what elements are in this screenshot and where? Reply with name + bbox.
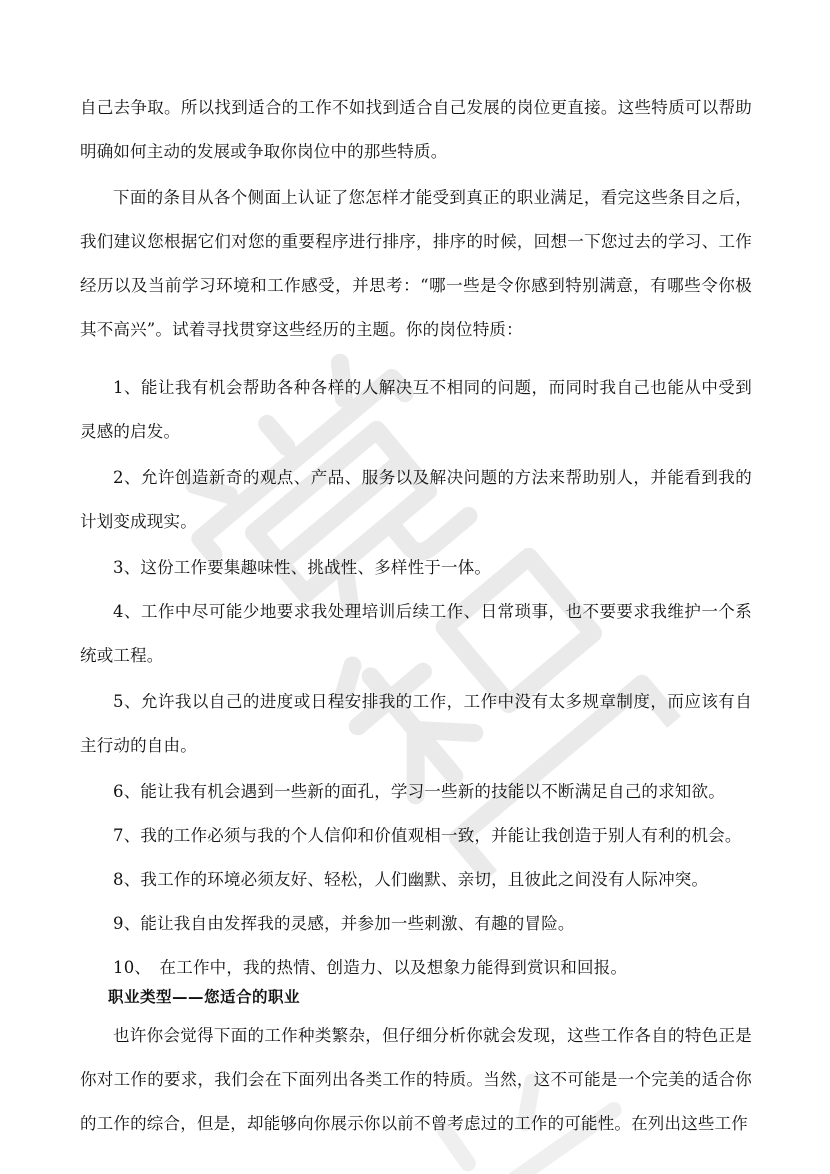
list-item: 6、能让我有机会遇到一些新的面孔，学习一些新的技能以不断满足自己的求知欲。 [113,782,725,801]
list-item: 10、 在工作中，我的热情、创造力、以及想象力能得到赏识和回报。 [113,958,628,977]
document-body [80,86,752,1160]
closing-paragraph: 也许你会觉得下面的工作种类繁杂，但仔细分析你就会发现，这些工作各自的特色正是你对工作的要求，我们会在下面列出各类工作的特质。当然，这不可能是一个完美的适合你的工作的综合，但是，却能够向你展示你以前不曾考虑过的工作的可能性。在列出这些工作 [80,1026,752,1133]
section-heading: 职业类型——您适合的职业 [108,988,301,1006]
list-item: 4、工作中尽可能少地要求我处理培训后续工作、日常琐事，也不要要求我维护一个系统或工程。 [80,602,752,665]
list-item: 9、能让我自由发挥我的灵感，并参加一些刺激、有趣的冒险。 [113,914,575,933]
list-item: 2、允许创造新奇的观点、产品、服务以及解决问题的方法来帮助别人，并能看到我的计划变成现实。 [80,468,752,531]
list-item: 3、这份工作要集趣味性、挑战性、多样性于一体。 [113,558,492,577]
intro-paragraph: 自己去争取。所以找到适合的工作不如找到适合自己发展的岗位更直接。这些特质可以帮助明确如何主动的发展或争取你岗位中的那些特质。 [80,98,752,161]
list-item: 5、允许我以自己的进度或日程安排我的工作，工作中没有太多规章制度，而应该有自主行动的自由。 [80,692,752,755]
list-item: 8、我工作的环境必须友好、轻松，人们幽默、亲切，且彼此之间没有人际冲突。 [113,870,709,889]
list-item: 7、我的工作必须与我的个人信仰和价值观相一致，并能让我创造于别人有利的机会。 [113,826,742,845]
instructions-paragraph: 下面的条目从各个侧面上认证了您怎样才能受到真正的职业满足，看完这些条目之后，我们建议您根据它们对您的重要程序进行排序，排序的时候，回想一下您过去的学习、工作经历以及当前学习环境和工作感受，并思考：“哪一些是令你感到特别满意，有哪些令你极其不高兴”。试着寻找贯穿这些经历的主题。你的岗位特质： [80,188,752,339]
list-item: 1、能让我有机会帮助各种各样的人解决互不相同的问题，而同时我自己也能从中受到灵感的启发。 [80,378,752,441]
